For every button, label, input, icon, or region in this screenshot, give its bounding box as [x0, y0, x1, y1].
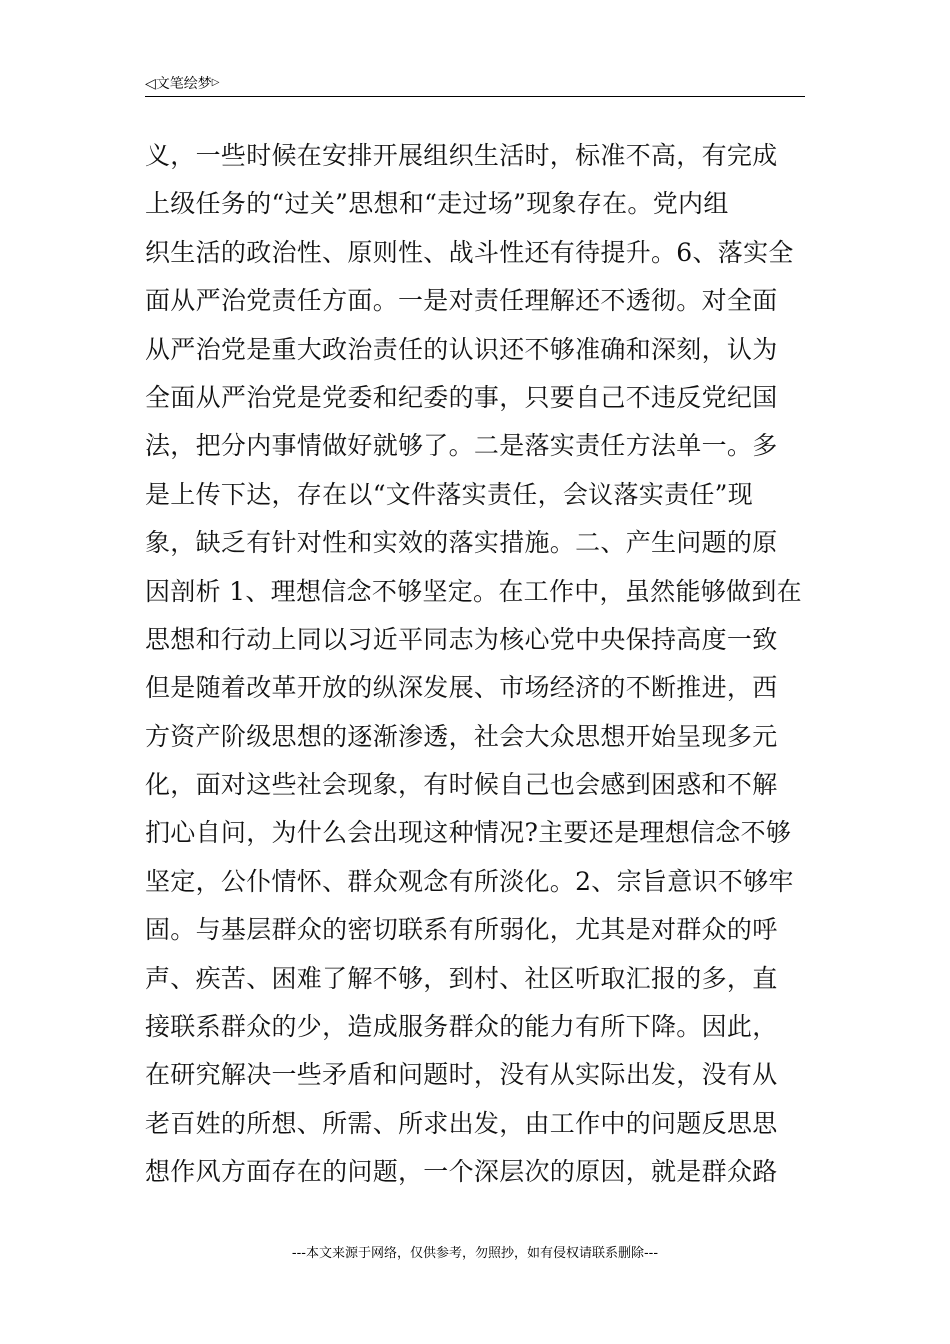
left-triangle-icon: ◁ [145, 76, 156, 92]
text-line: 想作风方面存在的问题，一个深层次的原因，就是群众路 [145, 1157, 778, 1187]
text-line: 声、疾苦、困难了解不够，到村、社区听取汇报的多，直 [145, 963, 778, 993]
text-line: 方资产阶级思想的逐渐渗透，社会大众思想开始呈现多元 [145, 721, 778, 751]
text-line: 但是随着改革开放的纵深发展、市场经济的不断推进，西 [145, 673, 778, 703]
header-title-text: 文笔绘梦 [155, 76, 212, 92]
header-title [145, 74, 219, 93]
text-line: 因剖析 1、理想信念不够坚定。在工作中，虽然能够做到在 [145, 576, 802, 606]
text-line: 义，一些时候在安排开展组织生活时，标准不高，有完成 [145, 141, 778, 170]
page-footer: ---本文来源于网络，仅供参考，勿照抄，如有侵权请联系删除--- [291, 1246, 659, 1261]
text-line: 法，把分内事情做好就够了。二是落实责任方法单一。多 [145, 431, 778, 461]
text-line: 从严治党是重大政治责任的认识还不够准确和深刻，认为 [145, 334, 778, 364]
text-line: 老百姓的所想、所需、所求出发，由工作中的问题反思思 [145, 1108, 778, 1138]
text-line: 在研究解决一些矛盾和问题时，没有从实际出发，没有从 [145, 1060, 778, 1090]
text-line: 是上传下达，存在以“文件落实责任，会议落实责任”现 [145, 479, 754, 509]
text-line: 化，面对这些社会现象，有时候自己也会感到困惑和不解 [145, 770, 778, 800]
right-triangle-icon: ▷ [211, 77, 220, 88]
text-line: 接联系群众的少，造成服务群众的能力有所下降。因此， [145, 1012, 778, 1042]
text-line: 扪心自问，为什么会出现这种情况?主要还是理想信念不够 [145, 818, 792, 848]
page-header [145, 74, 805, 97]
text-line: 全面从严治党是党委和纪委的事，只要自己不违反党纪国 [145, 382, 778, 412]
text-line: 坚定，公仆情怀、群众观念有所淡化。2、宗旨意识不够牢 [145, 866, 794, 896]
text-line: 象，缺乏有针对性和实效的落实措施。二、产生问题的原 [145, 528, 778, 558]
text-line: 面从严治党责任方面。一是对责任理解还不透彻。对全面 [145, 286, 778, 316]
text-line: 思想和行动上同以习近平同志为核心党中央保持高度一致 [145, 624, 778, 654]
text-line: 固。与基层群众的密切联系有所弱化，尤其是对群众的呼 [145, 915, 778, 945]
text-line: 织生活的政治性、原则性、战斗性还有待提升。6、落实全 [145, 237, 794, 267]
document-body [145, 132, 809, 1197]
text-line: 上级任务的“过关”思想和“走过场”现象存在。党内组 [145, 189, 729, 219]
